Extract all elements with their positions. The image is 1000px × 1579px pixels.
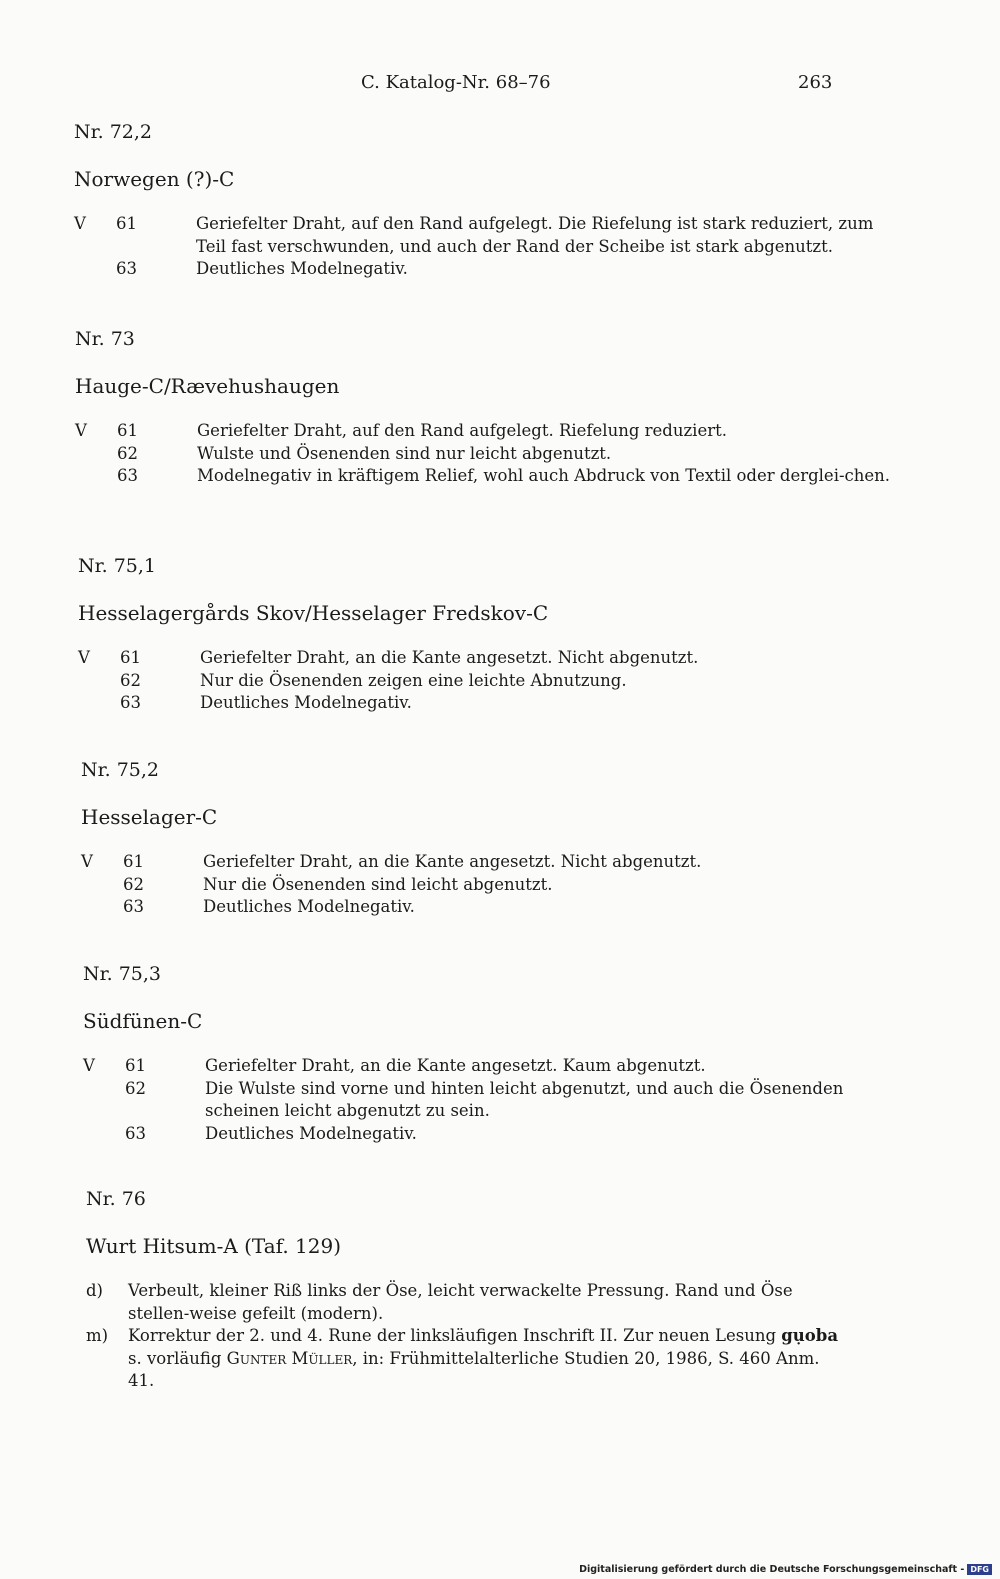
catalog-entry	[83, 962, 903, 1145]
row-marker: V	[81, 852, 93, 871]
row-marker	[75, 443, 117, 466]
entry-site-name: Hesselager-C	[81, 805, 218, 829]
row-marker: V	[78, 648, 90, 667]
row-number: 61	[120, 648, 141, 667]
entry-rows	[74, 213, 894, 281]
entry-notes	[86, 1280, 846, 1393]
row-text: Modelnegativ in kräftigem Relief, wohl auch Abdruck von Textil oder derglei-chen.	[197, 466, 891, 485]
row-number: 62	[125, 1078, 146, 1098]
entry-row	[78, 670, 898, 693]
row-text: Deutliches Modelnegativ.	[203, 897, 415, 916]
entry-number: Nr. 76	[86, 1188, 146, 1210]
row-text: Deutliches Modelnegativ.	[205, 1123, 417, 1143]
catalog-entry	[78, 554, 898, 715]
running-head-title: C. Katalog-Nr. 68–76	[361, 72, 551, 93]
row-marker	[83, 1123, 125, 1146]
entry-site-name: Wurt Hitsum-A (Taf. 129)	[86, 1234, 342, 1258]
note-text-part: Korrektur der 2. und 4. Rune der linksläufigen Inschrift II. Zur neuen Lesung	[128, 1326, 782, 1345]
catalog-entry-76	[86, 1187, 846, 1393]
entry-rows	[78, 647, 898, 715]
row-marker	[81, 896, 123, 919]
entry-site-name: Hesselagergårds Skov/Hesselager Fredskov-C	[78, 601, 549, 625]
entry-row	[75, 465, 895, 488]
note-text-part: , in: Frühmittelalterliche Studien 20, 1986, S. 460 Anm. 41.	[128, 1348, 820, 1390]
note-text	[128, 1325, 846, 1393]
row-number: 63	[120, 693, 141, 712]
row-marker	[74, 258, 116, 281]
catalog-entry	[81, 758, 901, 919]
catalog-entry	[74, 120, 894, 281]
note-label: d)	[86, 1281, 103, 1300]
row-text: Geriefelter Draht, auf den Rand aufgelegt. Die Riefelung ist stark reduziert, zum Teil fast verschwunden, und auch der Rand der Scheibe ist stark abgenutzt.	[196, 214, 874, 256]
row-text: Geriefelter Draht, an die Kante angesetzt. Nicht abgenutzt.	[200, 648, 699, 667]
row-number: 62	[123, 874, 144, 894]
entry-row	[83, 1123, 903, 1146]
entry-rows	[81, 851, 901, 919]
entry-number: Nr. 72,2	[74, 121, 153, 143]
row-text: Deutliches Modelnegativ.	[196, 259, 408, 278]
entry-row	[78, 647, 898, 670]
row-number: 61	[117, 421, 138, 440]
dfg-logo: DFG	[967, 1564, 992, 1575]
row-marker	[81, 874, 123, 897]
note-text: Verbeult, kleiner Riß links der Öse, leicht verwackelte Pressung. Rand und Öse stellen-weise gefeilt (modern).	[128, 1281, 793, 1323]
entry-row	[83, 1078, 903, 1123]
row-text: Nur die Ösenenden sind leicht abgenutzt.	[203, 874, 553, 894]
entry-number: Nr. 75,2	[81, 759, 160, 781]
row-marker: V	[74, 214, 86, 233]
entry-rows	[75, 420, 895, 488]
rune-reading: gụoba	[781, 1326, 839, 1345]
row-number: 62	[120, 670, 141, 690]
row-text: Nur die Ösenenden zeigen eine leichte Abnutzung.	[200, 670, 627, 690]
entry-site-name: Norwegen (?)-C	[74, 167, 235, 191]
entry-row	[83, 1055, 903, 1078]
entry-row	[81, 896, 901, 919]
note-m	[86, 1325, 846, 1393]
row-text: Deutliches Modelnegativ.	[200, 693, 412, 712]
row-number: 63	[117, 466, 138, 485]
row-number: 61	[125, 1056, 146, 1075]
row-number: 63	[125, 1123, 146, 1143]
row-number: 61	[116, 214, 137, 233]
page-number: 263	[798, 72, 833, 93]
row-text: Geriefelter Draht, an die Kante angesetzt. Nicht abgenutzt.	[203, 852, 702, 871]
entry-row	[74, 213, 894, 258]
entry-row	[74, 258, 894, 281]
entry-row	[75, 443, 895, 466]
row-text: Geriefelter Draht, auf den Rand aufgelegt. Riefelung reduziert.	[197, 421, 727, 440]
note-text-part: s. vorläufig	[128, 1348, 227, 1368]
row-marker	[78, 670, 120, 693]
entry-site-name: Südfünen-C	[83, 1009, 203, 1033]
row-marker	[75, 465, 117, 488]
catalog-entry	[75, 327, 895, 488]
author-name: Gunter Müller	[226, 1348, 353, 1368]
entry-number: Nr. 75,1	[78, 555, 157, 577]
entry-row	[81, 874, 901, 897]
note-d	[86, 1280, 846, 1325]
entry-rows	[83, 1055, 903, 1145]
row-text: Wulste und Ösenenden sind nur leicht abgenutzt.	[197, 443, 612, 463]
digitization-footer	[579, 1564, 992, 1575]
entry-number: Nr. 75,3	[83, 963, 162, 985]
row-text: Geriefelter Draht, an die Kante angesetzt. Kaum abgenutzt.	[205, 1056, 706, 1075]
entry-number: Nr. 73	[75, 328, 135, 350]
row-marker	[78, 692, 120, 715]
row-marker: V	[75, 421, 87, 440]
row-number: 62	[117, 443, 138, 463]
row-text: Die Wulste sind vorne und hinten leicht abgenutzt, und auch die Ösenenden scheinen leicht abgenutzt zu sein.	[205, 1078, 844, 1120]
entry-site-name: Hauge-C/Rævehushaugen	[75, 374, 340, 398]
row-number: 63	[123, 897, 144, 916]
row-marker	[83, 1078, 125, 1123]
entry-row	[81, 851, 901, 874]
note-label: m)	[86, 1326, 109, 1345]
row-number: 61	[123, 852, 144, 871]
entry-row	[78, 692, 898, 715]
entry-row	[75, 420, 895, 443]
row-marker: V	[83, 1056, 95, 1075]
footer-text: Digitalisierung gefördert durch die Deutsche Forschungsgemeinschaft -	[579, 1564, 965, 1575]
row-number: 63	[116, 259, 137, 278]
